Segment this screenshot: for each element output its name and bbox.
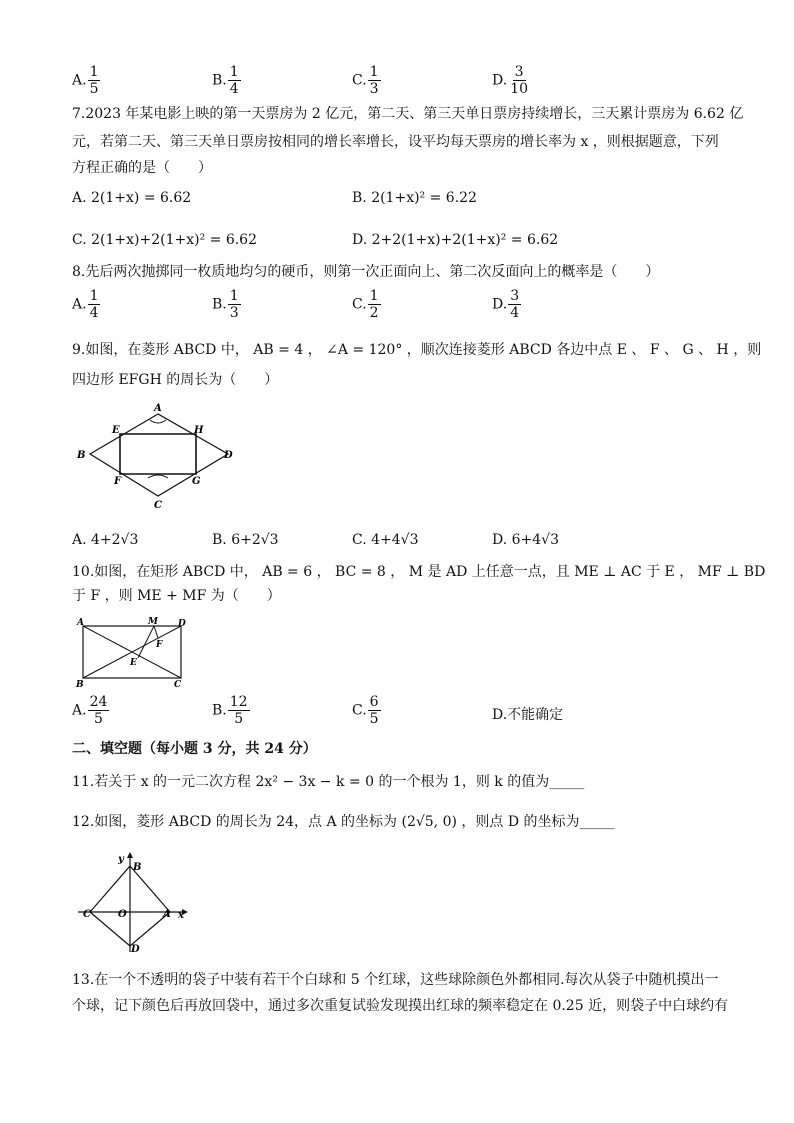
rhombus-abcd <box>90 414 228 496</box>
q9-option-c: C. 4+4√3 <box>352 532 419 548</box>
label-m: M <box>148 617 158 627</box>
label-c: C <box>174 680 182 690</box>
q6-option-a: A. $\frac{1}{5}$ <box>72 64 99 97</box>
label-y: y <box>118 854 124 865</box>
q9-line1: 9.如图，在菱形 ABCD 中， AB = 4 ， ∠A = 120° ，顺次连接菱形 ABCD 各边中点 E 、 F 、 G 、 H ，则 <box>72 342 762 358</box>
label-f: F <box>114 476 122 487</box>
q9-line2: 四边形 EFGH 的周长为（ ） <box>72 372 279 388</box>
label-a: A <box>163 909 171 920</box>
label-e: E <box>112 425 120 436</box>
q10-option-d: D.不能确定 <box>492 707 564 723</box>
label-d: D <box>131 944 140 955</box>
q10-line2: 于 F ，则 ME + MF 为（ ） <box>72 588 281 604</box>
q7-option-a: A. 2(1+x) = 6.62 <box>72 190 192 206</box>
q10-rectangle-figure <box>72 614 196 690</box>
q9-option-a: A. 4+2√3 <box>72 532 139 548</box>
q7-line2: 元，若第二天、第三天单日票房按相同的增长率增长，设平均每天票房的增长率为 x ，则根据题意，下列 <box>72 134 719 150</box>
q7-option-b: B. 2(1+x)² = 6.22 <box>352 190 477 206</box>
q9-option-d: D. 6+4√3 <box>492 532 559 548</box>
q10-option-b: B. $\frac{12}{5}$ <box>212 694 248 727</box>
q6-option-b: B. $\frac{1}{4}$ <box>212 64 239 97</box>
q13-line2: 个球，记下颜色后再放回袋中，通过多次重复试验发现摸出红球的频率稳定在 0.25 近，则袋子中白球约有 <box>72 998 729 1014</box>
label-c: C <box>154 500 162 511</box>
label-f: F <box>156 640 163 650</box>
label-b: B <box>133 862 142 873</box>
label-x: x <box>178 910 184 921</box>
label-b: B <box>76 680 84 690</box>
q12-coordinate-figure <box>72 850 202 958</box>
q6-option-c: C. $\frac{1}{3}$ <box>352 64 379 97</box>
q10-line1: 10.如图，在矩形 ABCD 中， AB = 6 ， BC = 8 ， M 是 AD 上任意一点，且 ME ⊥ AC 于 E ， MF ⊥ BD <box>72 564 766 580</box>
q8-option-d: D. $\frac{3}{4}$ <box>492 288 520 321</box>
label-h: H <box>194 425 204 436</box>
label-g: G <box>192 476 201 487</box>
segment-mf <box>154 626 158 638</box>
q6-option-d: D. $\frac{3}{10}$ <box>492 64 529 97</box>
q9-option-b: B. 6+2√3 <box>212 532 279 548</box>
label-o: O <box>118 909 127 920</box>
q7-option-d: D. 2+2(1+x)+2(1+x)² = 6.62 <box>352 232 559 248</box>
q8-option-a: A. $\frac{1}{4}$ <box>72 288 99 321</box>
q9-rhombus-figure <box>72 398 242 514</box>
q7-option-c: C. 2(1+x)+2(1+x)² = 6.62 <box>72 232 257 248</box>
q7-line1: 7.2023 年某电影上映的第一天票房为 2 亿元，第二天、第三天单日票房持续增长，三天累计票房为 6.62 亿 <box>72 106 744 122</box>
label-b: B <box>77 450 86 461</box>
label-d: D <box>224 450 233 461</box>
q10-option-c: C. $\frac{6}{5}$ <box>352 694 379 727</box>
q12-line1: 12.如图，菱形 ABCD 的周长为 24，点 A 的坐标为 (2√5, 0) ，则点 D 的坐标为_____ <box>72 814 615 830</box>
section-fill-in-title: 二、填空题（每小题 3 分，共 24 分） <box>72 741 317 757</box>
label-d: D <box>178 619 186 629</box>
q8-option-c: C. $\frac{1}{2}$ <box>352 288 379 321</box>
q11-line1: 11.若关于 x 的一元二次方程 2x² − 3x − k = 0 的一个根为 1，则 k 的值为_____ <box>72 774 585 790</box>
angle-arc-a <box>150 420 166 423</box>
angle-arc-c <box>148 475 168 478</box>
label-a: A <box>77 618 84 628</box>
q7-line3: 方程正确的是（ ） <box>72 160 212 176</box>
label-c: C <box>83 909 91 920</box>
q8-option-b: B. $\frac{1}{3}$ <box>212 288 239 321</box>
q13-line1: 13.在一个不透明的袋子中装有若干个白球和 5 个红球，这些球除颜色外都相同.每次从袋子中随机摸出一 <box>72 972 719 988</box>
label-e: E <box>130 658 137 668</box>
y-axis-arrow <box>127 852 133 858</box>
quad-efgh <box>120 434 196 474</box>
q10-option-a: A. $\frac{24}{5}$ <box>72 694 108 727</box>
q8-line1: 8.先后两次抛掷同一枚质地均匀的硬币，则第一次正面向上、第二次反面向上的概率是（ ） <box>72 264 660 280</box>
label-a: A <box>154 403 162 414</box>
